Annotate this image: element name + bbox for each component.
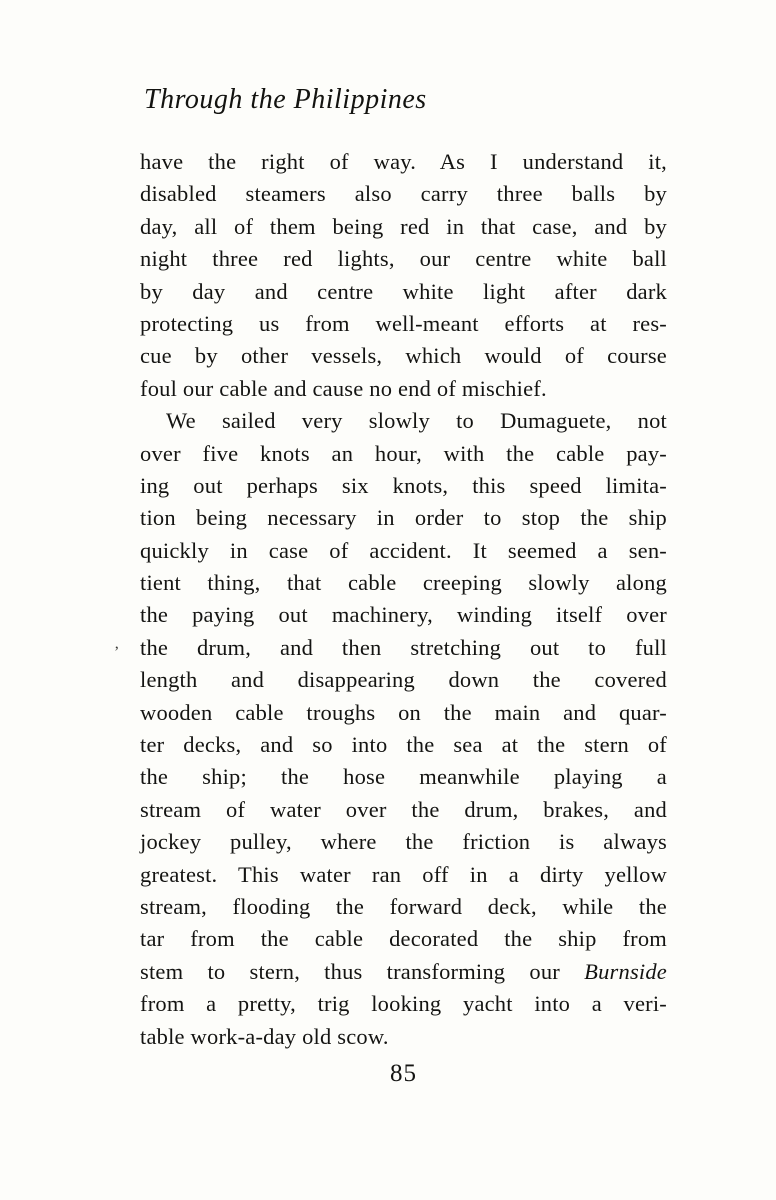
text-line: over five knots an hour, with the cable pay-: [140, 440, 667, 466]
text-line: table work-a-day old scow.: [140, 1023, 389, 1049]
text-line: from a pretty, trig looking yacht into a veri-: [140, 991, 667, 1017]
text-line: greatest. This water ran off in a dirty yellow: [140, 861, 667, 887]
text-line: the drum, and then stretching out to full: [140, 634, 667, 660]
paragraph: [140, 146, 667, 405]
text-line: stream of water over the drum, brakes, and: [140, 796, 667, 822]
text-line: tion being necessary in order to stop the ship: [140, 505, 667, 531]
text-line: ter decks, and so into the sea at the stern of: [140, 732, 667, 758]
text-line: by day and centre white light after dark: [140, 278, 667, 304]
text-line: stem to stern, thus transforming our Burnside: [140, 958, 667, 984]
text-line: We sailed very slowly to Dumaguete, not: [166, 408, 667, 434]
text-line: foul our cable and cause no end of mischief.: [140, 375, 547, 401]
text-line: cue by other vessels, which would of course: [140, 343, 667, 369]
text-line: have the right of way. As I understand it,: [140, 149, 667, 174]
text-line: the ship; the hose meanwhile playing a: [140, 764, 667, 790]
body-text: [140, 146, 667, 1053]
text-line: length and disappearing down the covered: [140, 667, 667, 693]
text-line: stream, flooding the forward deck, while the: [140, 893, 667, 919]
paragraph: [140, 405, 667, 1053]
running-header: Through the Philippines: [144, 84, 427, 115]
text-line: ing out perhaps six knots, this speed limita-: [140, 472, 667, 498]
text-line: protecting us from well-meant efforts at res-: [140, 310, 667, 336]
margin-print-artifact: ’: [114, 644, 120, 661]
text-line: quickly in case of accident. It seemed a sen-: [140, 537, 667, 563]
text-line: tar from the cable decorated the ship from: [140, 926, 667, 952]
text-line: night three red lights, our centre white ball: [140, 246, 667, 272]
text-line: day, all of them being red in that case, and by: [140, 213, 667, 239]
text-line: the paying out machinery, winding itself over: [140, 602, 667, 628]
text-line: jockey pulley, where the friction is always: [140, 829, 667, 855]
text-line: disabled steamers also carry three balls by: [140, 181, 667, 207]
italic-word: Burnside: [584, 958, 667, 984]
page-number: 85: [390, 1060, 417, 1087]
text-line: tient thing, that cable creeping slowly along: [140, 570, 667, 596]
text-line: wooden cable troughs on the main and quar-: [140, 699, 667, 725]
